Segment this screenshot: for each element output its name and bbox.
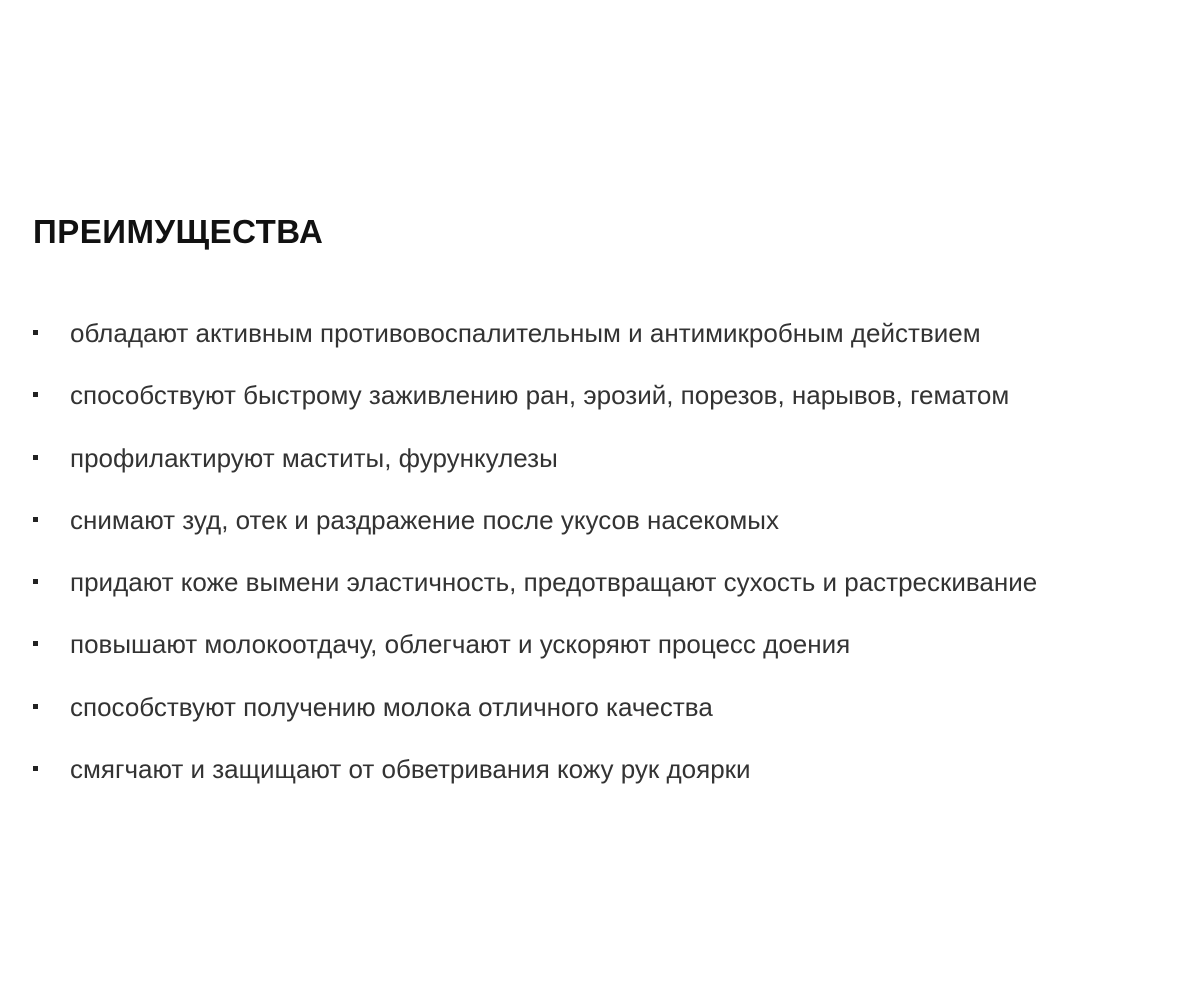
list-item — [0, 375, 1200, 437]
square-bullet-icon — [33, 704, 38, 709]
square-bullet-icon — [33, 330, 38, 335]
list-item — [0, 562, 1200, 624]
list-item — [0, 624, 1200, 686]
square-bullet-icon — [33, 641, 38, 646]
benefit-text: повышают молокоотдачу, облегчают и ускоряют процесс доения — [70, 629, 851, 660]
benefits-list — [0, 313, 1200, 811]
square-bullet-icon — [33, 579, 38, 584]
benefit-text: профилактируют маститы, фурункулезы — [70, 442, 558, 473]
benefit-text: придают коже вымени эластичность, предотвращают сухость и растрескивание — [70, 567, 1038, 598]
benefit-text: снимают зуд, отек и раздражение после укусов насекомых — [70, 504, 779, 535]
section-title: ПРЕИМУЩЕСТВА — [33, 213, 324, 250]
benefit-text: обладают активным противовоспалительным и антимикробным действием — [70, 318, 981, 348]
square-bullet-icon — [33, 517, 38, 522]
square-bullet-icon — [33, 455, 38, 460]
list-item — [0, 313, 1200, 375]
benefit-text: способствуют быстрому заживлению ран, эрозий, порезов, нарывов, гематом — [70, 380, 1010, 411]
benefit-text: способствуют получению молока отличного качества — [70, 691, 713, 722]
list-item — [0, 438, 1200, 500]
benefit-text: смягчают и защищают от обветривания кожу рук доярки — [70, 754, 751, 785]
square-bullet-icon — [33, 392, 38, 397]
list-item — [0, 749, 1200, 811]
list-item — [0, 687, 1200, 749]
list-item — [0, 500, 1200, 562]
square-bullet-icon — [33, 766, 38, 771]
